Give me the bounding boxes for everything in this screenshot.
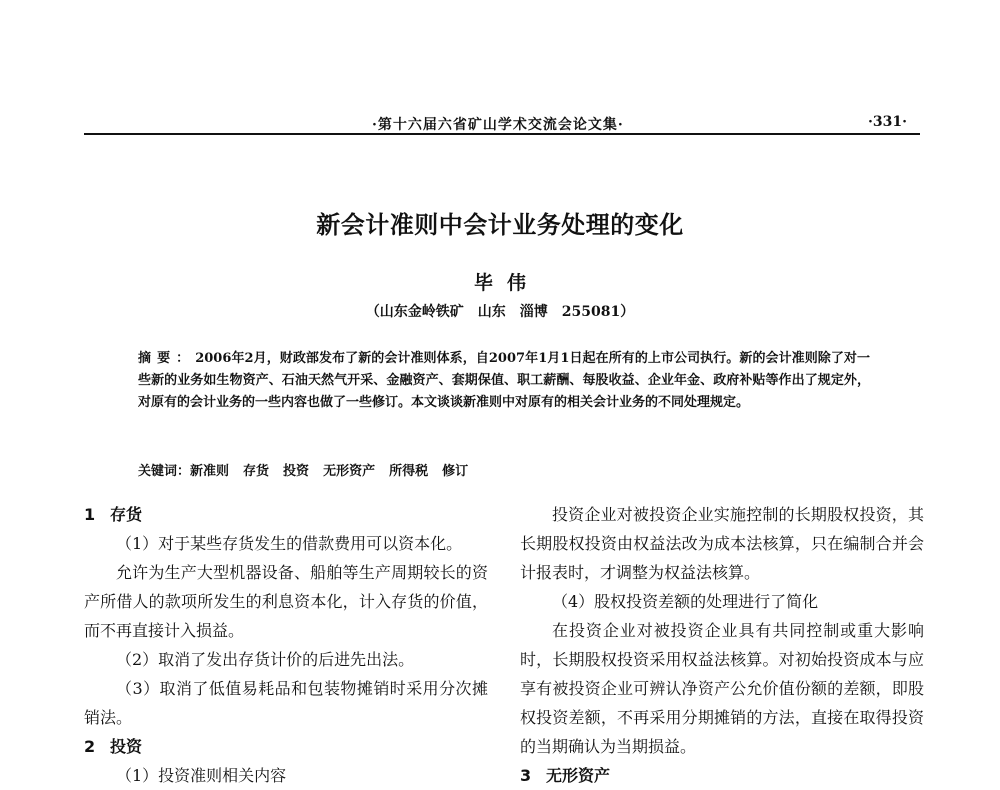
abstract-label: 摘要： xyxy=(138,351,196,366)
paragraph: （4）股权投资差额的处理进行了简化 xyxy=(552,592,819,611)
keyword: 存货 xyxy=(243,464,270,479)
paragraph: 允许为生产大型机器设备、船舶等生产周期较长的资产所借人的款项所发生的利息资本化，计入存货的价值，而不再直接计入损益。 xyxy=(84,563,488,640)
section-heading: 1 存货 xyxy=(84,505,143,524)
keywords-label: 关键词： xyxy=(138,464,191,479)
abstract-text: 2006年2月，财政部发布了新的会计准则体系，自2007年1月1日起在所有的上市公司执行。新的会计准则除了对一些新的业务如生物资产、石油天然气开采、金融资产、套期保值、职工薪酬、每股收益、企业年金、政府补贴等作出了规定外，对原有的会计业务的一些内容也做了一些修订。本文谈谈新准则中对原有的相关会计业务的不同处理规定。 xyxy=(138,351,870,410)
section-heading: 3 无形资产 xyxy=(520,766,611,785)
header-rule xyxy=(84,133,920,135)
author-name: 毕伟 xyxy=(473,272,540,294)
keywords xyxy=(138,460,870,479)
paragraph: 投资企业对被投资企业实施控制的长期股权投资，其长期股权投资由权益法改为成本法核算，只在编制合并会计报表时，才调整为权益法核算。 xyxy=(520,505,924,582)
paragraph: 在投资企业对被投资企业具有共同控制或重大影响时，长期股权投资采用权益法核算。对初始投资成本与应享有被投资企业可辨认净资产公允价值份额的差额，即股权投资差额，不再采用分期摊销的方法，直接在取得投资的当期确认为当期损益。 xyxy=(520,621,924,756)
journal-title: ·第十六届六省矿山学术交流会论文集· xyxy=(372,117,624,133)
paragraph: （2）取消了发出存货计价的后进先出法。 xyxy=(116,650,415,669)
paragraph: （1）对于某些存货发生的借款费用可以资本化。 xyxy=(116,534,463,553)
running-head xyxy=(0,114,1000,132)
page-number: ·331· xyxy=(868,114,907,130)
keyword: 修订 xyxy=(442,464,469,479)
affiliation: （山东金岭铁矿 山东 淄博 255081） xyxy=(365,304,635,320)
section-heading: 2 投资 xyxy=(84,737,143,756)
keyword: 所得税 xyxy=(389,464,429,479)
keyword: 新准则 xyxy=(190,464,230,479)
paragraph: （3）取消了低值易耗品和包装物摊销时采用分次摊销法。 xyxy=(84,679,488,727)
abstract xyxy=(138,348,870,414)
left-column xyxy=(84,500,488,790)
paper-title: 新会计准则中会计业务处理的变化 xyxy=(316,211,684,239)
keyword: 无形资产 xyxy=(323,464,376,479)
keyword: 投资 xyxy=(283,464,310,479)
right-column xyxy=(520,500,924,790)
paragraph: （1）投资准则相关内容 xyxy=(116,766,287,785)
